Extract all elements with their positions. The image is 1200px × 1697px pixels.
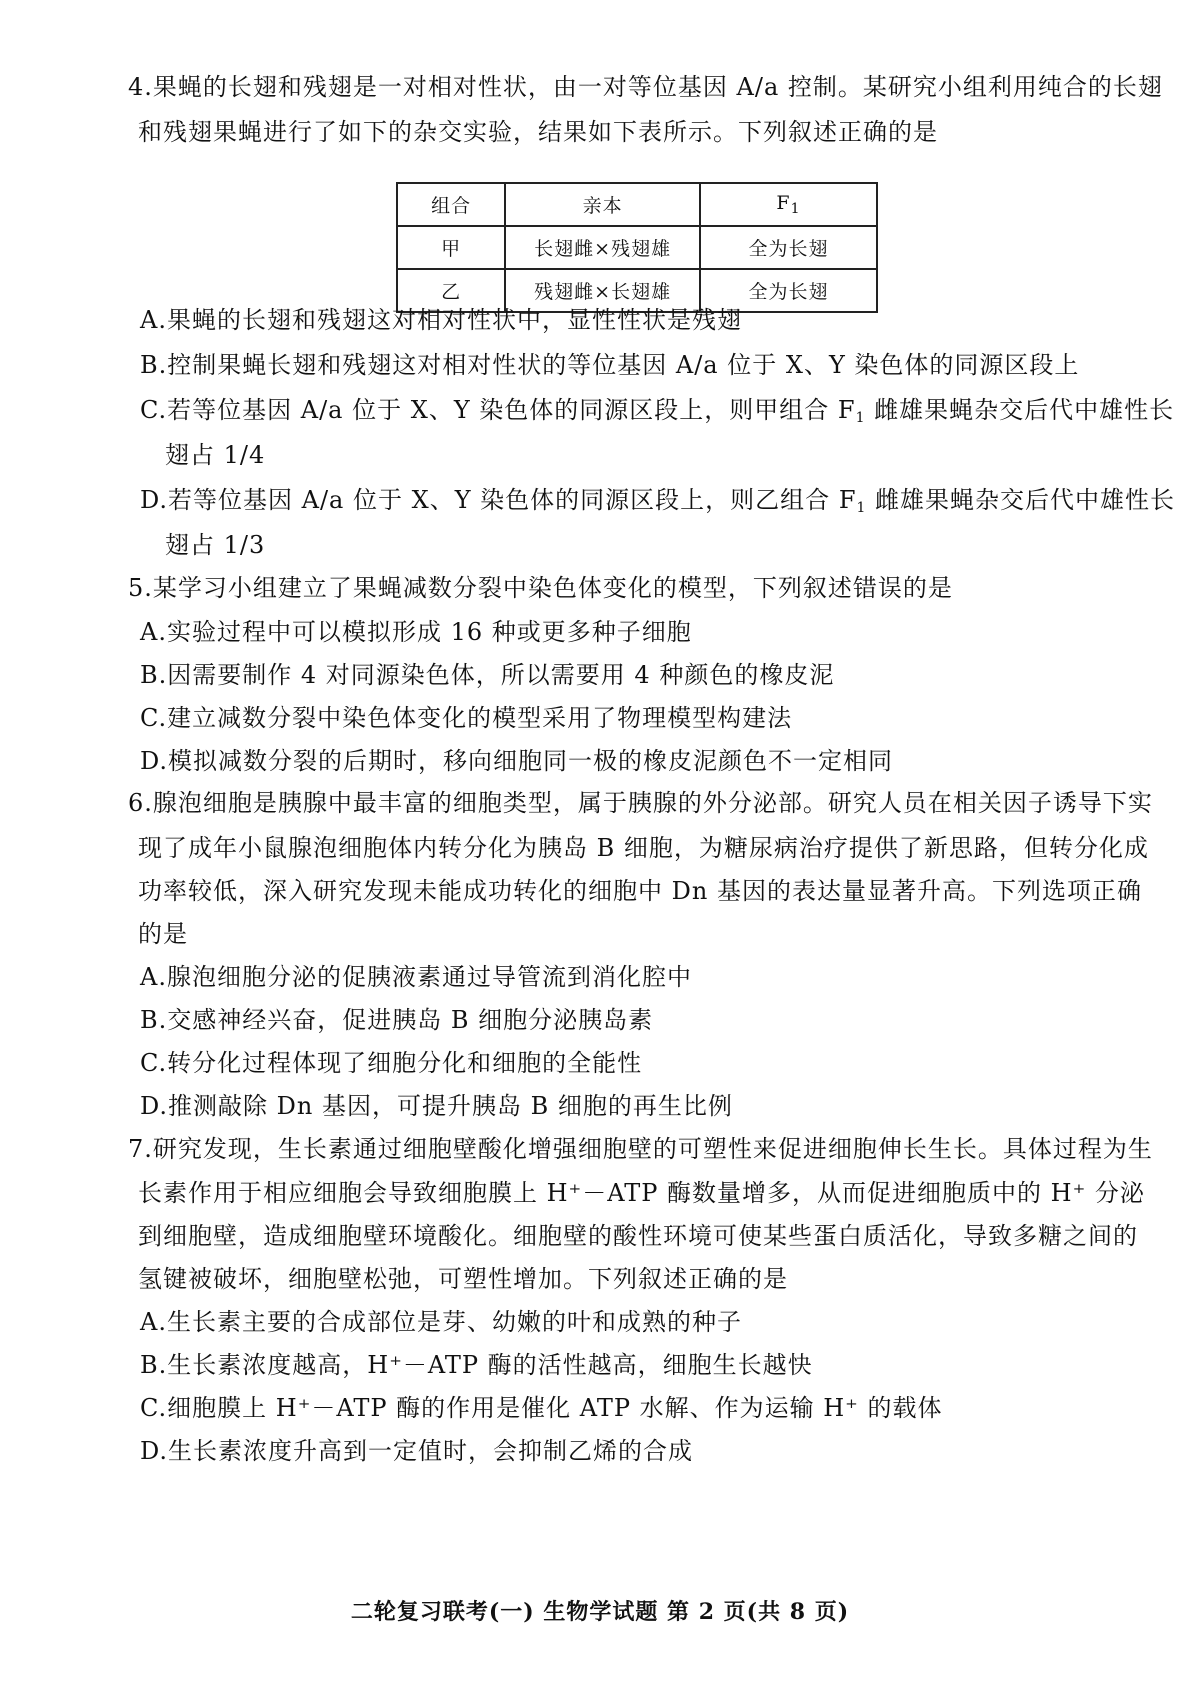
table-header-row (397, 183, 877, 226)
table-cell: 全为长翅 (700, 226, 877, 269)
table-cell: 乙 (397, 269, 505, 312)
cross-table (396, 182, 878, 313)
f1-subscript: 1 (855, 410, 866, 426)
header-cell-f1 (700, 183, 877, 226)
q5-option-b: B.因需要制作 4 对同源染色体，所以需要用 4 种颜色的橡皮泥 (140, 661, 835, 689)
q5-option-c: C.建立减数分裂中染色体变化的模型采用了物理模型构建法 (140, 704, 793, 732)
q6-stem-line-3: 功率较低，深入研究发现未能成功转化的细胞中 Dn 基因的表达量显著升高。下列选项正确 (138, 877, 1142, 905)
q7-option-a: A.生长素主要的合成部位是芽、幼嫩的叶和成熟的种子 (140, 1308, 742, 1336)
q4-stem-line-2: 和残翅果蝇进行了如下的杂交实验，结果如下表所示。下列叙述正确的是 (138, 118, 938, 146)
table-cell: 全为长翅 (700, 269, 877, 312)
page-footer: 二轮复习联考(一) 生物学试题 第 2 页(共 8 页) (350, 1599, 850, 1625)
q6-option-b: B.交感神经兴奋，促进胰岛 B 细胞分泌胰岛素 (140, 1006, 654, 1034)
q4-option-d-text-end: 雌雄果蝇杂交后代中雄性长 (866, 486, 1176, 514)
q7-option-c: C.细胞膜上 H⁺－ATP 酶的作用是催化 ATP 水解、作为运输 H⁺ 的载体 (140, 1394, 943, 1422)
q7-option-d: D.生长素浓度升高到一定值时，会抑制乙烯的合成 (140, 1437, 694, 1465)
header-cell-parents: 亲本 (505, 183, 700, 226)
q4-option-b: B.控制果蝇长翅和残翅这对相对性状的等位基因 A/a 位于 X、Y 染色体的同源区段上 (140, 351, 1080, 379)
q4-option-c-text: C.若等位基因 A/a 位于 X、Y 染色体的同源区段上，则甲组合 F (140, 396, 856, 424)
q6-option-d: D.推测敲除 Dn 基因，可提升胰岛 B 细胞的再生比例 (140, 1092, 733, 1120)
table-cell: 甲 (397, 226, 505, 269)
q7-stem-line-3: 到细胞壁，造成细胞壁环境酸化。细胞壁的酸性环境可使某些蛋白质活化，导致多糖之间的 (138, 1222, 1138, 1250)
q5-option-d: D.模拟减数分裂的后期时，移向细胞同一极的橡皮泥颜色不一定相同 (140, 747, 894, 775)
q4-option-d (140, 485, 1175, 523)
q6-stem-line-1: 6.腺泡细胞是胰腺中最丰富的细胞类型，属于胰腺的外分泌部。研究人员在相关因子诱导下实 (128, 789, 1153, 817)
f1-subscript: 1 (790, 201, 801, 217)
table-cell: 长翅雌×残翅雄 (505, 226, 700, 269)
q7-option-b: B.生长素浓度越高，H⁺－ATP 酶的活性越高，细胞生长越快 (140, 1351, 813, 1379)
q4-option-d-continuation: 翅占 1/3 (165, 531, 266, 559)
q4-option-c-text-end: 雌雄果蝇杂交后代中雄性长 (865, 396, 1175, 424)
q5-option-a: A.实验过程中可以模拟形成 16 种或更多种子细胞 (140, 618, 692, 646)
q7-stem-line-1: 7.研究发现，生长素通过细胞壁酸化增强细胞壁的可塑性来促进细胞伸长生长。具体过程为生 (128, 1135, 1153, 1163)
q4-option-c-continuation: 翅占 1/4 (165, 441, 266, 469)
q4-option-a: A.果蝇的长翅和残翅这对相对性状中，显性性状是残翅 (140, 306, 742, 334)
f1-letter: F (776, 192, 791, 214)
q4-option-d-text: D.若等位基因 A/a 位于 X、Y 染色体的同源区段上，则乙组合 F (140, 486, 857, 514)
q6-option-a: A.腺泡细胞分泌的促胰液素通过导管流到消化腔中 (140, 963, 692, 991)
q5-stem: 5.某学习小组建立了果蝇减数分裂中染色体变化的模型，下列叙述错误的是 (128, 574, 953, 602)
table-cell: 残翅雌×长翅雄 (505, 269, 700, 312)
q6-stem-line-4: 的是 (138, 920, 188, 948)
q6-option-c: C.转分化过程体现了细胞分化和细胞的全能性 (140, 1049, 643, 1077)
header-cell-group: 组合 (397, 183, 505, 226)
q4-option-c (140, 395, 1174, 433)
table-row (397, 226, 877, 269)
q6-stem-line-2: 现了成年小鼠腺泡细胞体内转分化为胰岛 B 细胞，为糖尿病治疗提供了新思路，但转分化成 (138, 834, 1149, 862)
f1-subscript: 1 (856, 500, 867, 516)
q7-stem-line-4: 氢键被破坏，细胞壁松弛，可塑性增加。下列叙述正确的是 (138, 1265, 788, 1293)
q7-stem-line-2: 长素作用于相应细胞会导致细胞膜上 H⁺－ATP 酶数量增多，从而促进细胞质中的 H⁺ 分泌 (138, 1179, 1145, 1207)
q4-stem-line-1: 4.果蝇的长翅和残翅是一对相对性状，由一对等位基因 A/a 控制。某研究小组利用纯合的长翅 (128, 73, 1163, 101)
